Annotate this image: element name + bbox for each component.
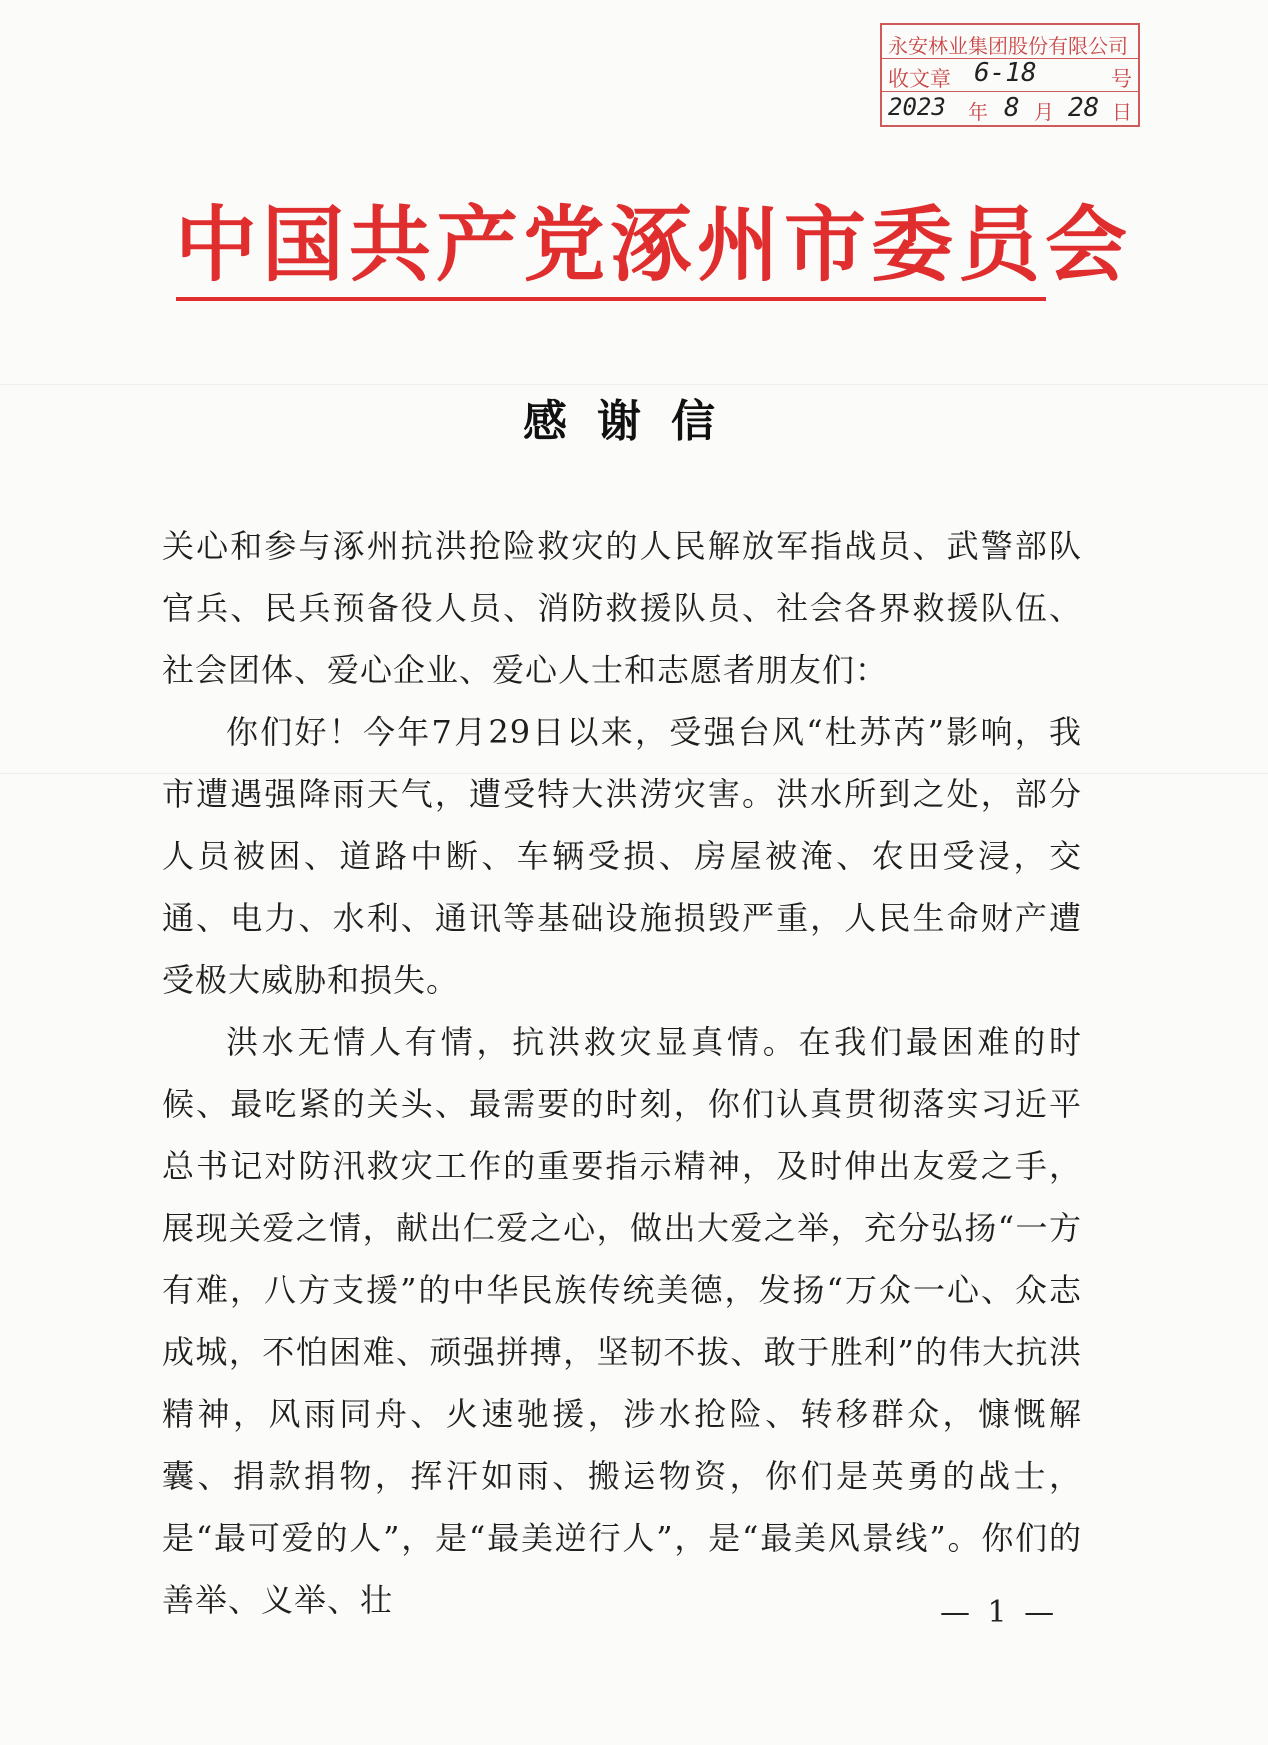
stamp-row-number — [882, 58, 1138, 92]
issuer-masthead: 中国共产党涿州市委员会 — [175, 198, 1133, 293]
stamp-year: 2023 — [888, 93, 946, 121]
stamp-month: 8 — [1004, 93, 1020, 123]
stamp-doc-label: 收文章 — [888, 67, 951, 91]
body-paragraph: 洪水无情人有情，抗洪救灾显真情。在我们最困难的时候、最吃紧的关头、最需要的时刻，你们认真贯彻落实习近平总书记对防汛救灾工作的重要指示精神，及时伸出友爱之手，展现关爱之情，献出仁爱之心，做出大爱之举，充分弘扬“一方有难，八方支援”的中华民族传统美德，发扬“万众一心、众志成城，不怕困难、顽强拼搏，坚韧不拔、敢于胜利”的伟大抗洪精神，风雨同舟、火速驰援，涉水抢险、转移群众，慷慨解囊、捐款捐物，挥汗如雨、搬运物资，你们是英勇的战士，是“最可爱的人”，是“最美逆行人”，是“最美风景线”。你们的善举、义举、壮 — [162, 1023, 1082, 1619]
stamp-day: 28 — [1068, 93, 1100, 123]
salutation-paragraph: 关心和参与涿州抗洪抢险救灾的人民解放军指战员、武警部队官兵、民兵预备役人员、消防救援队员、社会各界救援队伍、社会团体、爱心企业、爱心人士和志愿者朋友们： — [162, 527, 1082, 689]
letter-body — [162, 515, 1082, 1631]
masthead-red-rule — [176, 297, 1046, 301]
stamp-doc-number: 6-18 — [974, 58, 1037, 88]
body-paragraph: 你们好！今年7月29日以来，受强台风“杜苏芮”影响，我市遭遇强降雨天气，遭受特大洪涝灾害。洪水所到之处，部分人员被困、道路中断、车辆受损、房屋被淹、农田受浸，交通、电力、水利、通讯等基础设施损毁严重，人民生命财产遭受极大威胁和损失。 — [162, 713, 1082, 999]
stamp-doc-suffix: 号 — [1111, 67, 1132, 91]
letter-title: 感谢信 — [523, 396, 745, 447]
stamp-year-unit: 年 — [968, 100, 988, 124]
stamp-day-unit: 日 — [1112, 100, 1132, 124]
page-number: — 1 — — [940, 1595, 1059, 1630]
receipt-stamp — [880, 23, 1140, 127]
stamp-org: 永安林业集团股份有限公司 — [888, 34, 1128, 58]
stamp-row-date — [882, 91, 1138, 124]
stamp-month-unit: 月 — [1034, 100, 1054, 124]
stamp-row-org — [882, 25, 1138, 59]
